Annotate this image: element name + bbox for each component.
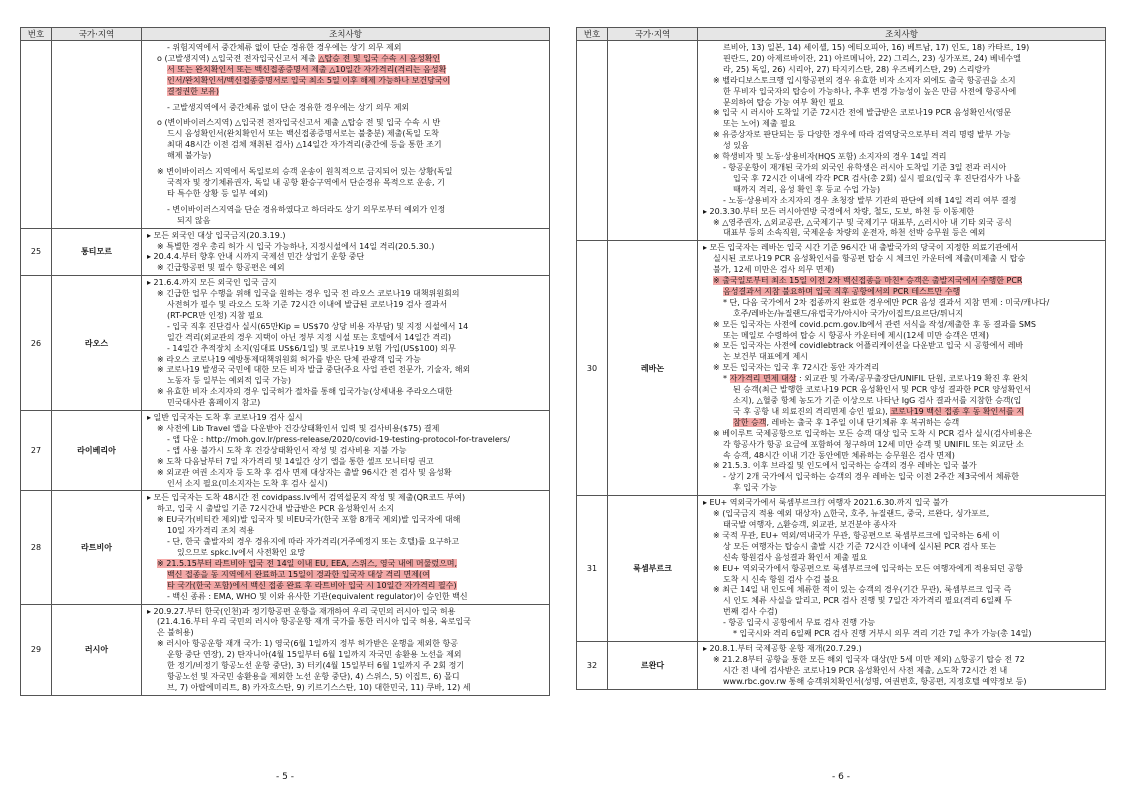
measure-line: [147, 87, 544, 98]
measure-line: [703, 363, 1100, 374]
highlighted-text: 인서/완치확인서/백신접종증명서로 입국 최소 5일 이후 해제 가능하나 보건당국이: [167, 75, 451, 85]
measure-line: [703, 228, 1100, 239]
measure-line: [147, 54, 544, 65]
country-name: [608, 41, 698, 241]
measure-line: [147, 607, 544, 618]
measure-cell: [698, 641, 1106, 689]
line-text: ▸ 20.9.27.부터 한국(인천)과 정기항공편 운항을 재개하여 우리 국민의 러시아 입국 허용: [147, 606, 456, 616]
line-text: - 상기 2개 국가에서 입국하는 승객의 경우 레바논 입국 이전 2주간 제3국에서 체류한: [723, 472, 1019, 482]
highlighted-text: 결정권한 보유): [167, 86, 220, 96]
right-page: [576, 27, 1106, 690]
row-number: 26: [21, 276, 52, 411]
measure-line: [147, 504, 544, 515]
table-row: [577, 241, 1106, 496]
measure-line: [147, 537, 544, 548]
measure-line: [147, 468, 544, 479]
line-text: 신속 항원검사 음성결과 확인서 제출 필요: [723, 552, 868, 562]
measure-line: [703, 174, 1100, 185]
line-text: ※ 도착 다음날부터 7일 자가격리 및 14일간 상기 앱을 통한 셀프 모니터링 권고: [157, 456, 434, 466]
measure-line: [703, 265, 1100, 276]
measure-line: [147, 43, 544, 54]
line-text: - 위험지역에서 중간체류 없이 단순 경유한 경우에는 상기 의무 제외: [167, 43, 402, 52]
line-text: 논 보건부 대표에게 제시: [723, 352, 808, 362]
measure-line: [703, 666, 1100, 677]
line-text: 라, 25) 독일, 26) 시리아, 27) 타지키스탄, 28) 우즈베키스탄, 29) 스리랑카: [723, 64, 990, 74]
row-number: 27: [21, 411, 52, 491]
measure-line: [703, 396, 1100, 407]
line-text: ※ 사전에 Lib Travel 앱을 다운받아 건강상태확인서 입력 및 검사비용($75) 결제: [157, 424, 440, 433]
measure-line: [703, 451, 1100, 462]
measure-line: [703, 320, 1100, 331]
measure-line: [703, 472, 1100, 483]
line-text: 10일 자가격리 조치 적용: [167, 526, 255, 536]
measure-line: [703, 655, 1100, 666]
line-text: - 노동·상용비자 소지자의 경우 초청장 발부 기관의 판단에 의해 14일 격리 여부 결정: [723, 195, 1017, 205]
measure-line: [147, 398, 544, 409]
measure-line: [147, 548, 544, 559]
line-text: ▸ 모든 입국자는 도착 48시간 전 covidpass.lv에서 검역설문지 작성 및 제출(QR코드 부여): [147, 493, 466, 503]
measure-cell: [698, 496, 1106, 642]
measure-line: [703, 418, 1100, 429]
line-text: (RT-PCR만 인정) 지참 필요: [167, 310, 263, 320]
line-text: - 단, 한국 출발자의 경우 경유지에 따라 자가격리(거주예정지 또는 호텔)를 요구하고: [167, 537, 460, 547]
measure-line: [147, 263, 544, 274]
measure-line: [703, 629, 1100, 640]
row-number: 31: [577, 496, 608, 642]
highlighted-text: ※ 출국일로부터 최소 15일 이전 2차 백신접종을 마친* 승객은 출발지국에서 수행한 PCR: [713, 276, 1023, 286]
country-name: 러시아: [52, 604, 142, 695]
line-text: : 외교관 및 가족/공무출장단/UNIFIL 단원, 코로나19 확진 후 완치: [796, 374, 1029, 384]
measure-line: [703, 440, 1100, 451]
left-page: [20, 27, 550, 696]
measure-line: [147, 252, 544, 263]
highlighted-text: 서 또는 완치확인서 또는 백신접종증명서 제출 △10일간 자가격리(격리는 음성확: [167, 64, 447, 74]
measure-line: [147, 140, 544, 151]
line-text: 해제 불가능): [167, 151, 212, 161]
measure-cell: [142, 491, 550, 604]
line-text: ▸ 모든 외국인 대상 입국금지(20.3.19.): [147, 230, 286, 240]
line-text: - 앱 다운 : http://moh.gov.lr/press-release/2020/covid-19-testing-protocol-for-travelers/: [167, 434, 510, 444]
measure-line: [703, 76, 1100, 87]
measure-line: [147, 570, 544, 581]
line-text: 태국발 여행자, △환승객, 외교관, 보건분야 종사자: [723, 519, 897, 529]
right-table-body: [577, 41, 1106, 690]
measure-line: [703, 374, 1100, 385]
line-text: 후 입국 가능: [733, 483, 777, 493]
line-text: ▸ 일반 입국자는 도착 후 코로나19 검사 실시: [147, 413, 303, 423]
line-text: 소지), △혈중 항체 농도가 기준 이상으로 나타난 IgG 검사 결과서를 지참한 승객(입: [733, 396, 1022, 405]
country-name: 르완다: [608, 641, 698, 689]
measure-line: [147, 118, 544, 129]
line-text: - 입국 직후 진단검사 실시(65만Kip = US$70 상당 비용 자부담) 및 지정 시설에서 14: [167, 321, 469, 331]
line-text: 최대 48시간 이전 검체 채취된 검사) △14일간 자가격리(중간에 등을 통한 조기: [167, 140, 442, 150]
measure-line: [703, 607, 1100, 618]
measure-line: [703, 207, 1100, 218]
measure-line: [147, 493, 544, 504]
line-text: 상 모든 여행자는 탑승시 출발 시간 기준 72시간 이내에 실시된 PCR 검사 또는: [723, 541, 997, 551]
measure-line: [703, 298, 1100, 309]
measure-line: [703, 331, 1100, 342]
country-name: 룩셈부르크: [608, 496, 698, 642]
right-table: [576, 27, 1106, 690]
country-name: 레바논: [608, 241, 698, 496]
measure-line: [703, 520, 1100, 531]
measure-line: [703, 407, 1100, 418]
page-number-left: - 5 -: [276, 772, 294, 782]
line-text: 있으므로 spkc.lv에서 사전확인 요망: [177, 547, 306, 557]
line-text: 핀란드, 20) 아제르바이잔, 21) 아르메니아, 22) 그리스, 23) 싱가포르, 24) 베네수엘: [723, 53, 1021, 63]
line-text: 한 무비자 입국자의 탑승이 가능하나, 추후 변경 가능성이 높은 만큼 사전에 항공사에: [723, 86, 1017, 96]
line-text: , 레바논 출국 후 1주일 이내 단기체류 후 복귀하는 승객: [766, 417, 960, 427]
line-text: ※ 학생비자 및 노동·상용비자(HQS 포함) 소지자의 경우 14일 격리: [713, 152, 947, 162]
line-text: (21.4.16.부터 우리 국민의 러시아 항공운항 재개 국가를 통한 러시아 입국 허용, 육로입국: [157, 617, 472, 627]
measure-line: [147, 413, 544, 424]
measure-line: [703, 218, 1100, 229]
line-text: *: [723, 374, 730, 384]
left-table-body: [21, 41, 550, 696]
measure-line: [147, 387, 544, 398]
line-text: 한 정기/비정기 항공노선 운항 중단), 3) 터키(4월 15일부터 6월 1일까지 주 2회 정기: [167, 661, 465, 671]
header-measure: 조치사항: [698, 28, 1106, 41]
measure-line: [147, 515, 544, 526]
measure-line: [703, 618, 1100, 629]
measure-line: [147, 581, 544, 592]
line-text: 노동자 등 일부는 예외적 입국 가능): [167, 376, 292, 386]
measure-line: [147, 103, 544, 114]
measure-line: [147, 129, 544, 140]
row-number: 28: [21, 491, 52, 604]
line-text: ※ 유증상자로 판단되는 등 다양한 경우에 따라 검역당국으로부터 격리 명령 발부 가능: [713, 130, 1011, 140]
line-text: ※ EU국가(비티칸 제외)발 입국자 및 비EU국가(한국 포함 8개국 제외)발 입국자에 대해: [157, 515, 461, 525]
measure-line: [703, 542, 1100, 553]
line-text: 속 승객, 48시간 이내 기간 동안에만 체류하는 승무원은 검사 면제): [723, 450, 955, 460]
measure-line: [147, 189, 544, 200]
measure-line: [703, 98, 1100, 109]
measure-line: [703, 54, 1100, 65]
header-measure: 조치사항: [142, 28, 550, 41]
measure-line: [703, 196, 1100, 207]
line-text: 드시 음성확인서(완치확인서 또는 백신접종증명서로는 불충분) 제출(독일 도착: [167, 129, 439, 139]
highlighted-text: 코로나19 백신 접종 후 동 확인서를 지: [890, 406, 1025, 416]
line-text: o (고발생지역) △입국전 전자입국신고서 제출: [157, 53, 319, 63]
line-text: 항공노선 및 자국민 송환용을 제외한 노선 운항 중단), 4) 스위스, 5) 이집트, 6) 몰디: [167, 671, 460, 681]
line-text: 국 후 공항 내 의료진의 격리면제 승인 필요),: [733, 406, 891, 416]
line-text: 된 승객(최근 발행한 코로나19 PCR 음성확인서 및 PCR 양성 결과한 PCR 양성확인서: [733, 385, 1031, 395]
measure-line: [703, 243, 1100, 254]
line-text: 르비아, 13) 일본, 14) 세이셸, 15) 에티오피아, 16) 베트남, 17) 인도, 18) 카타르, 19): [723, 43, 1030, 52]
measure-line: [147, 592, 544, 603]
measure-line: [703, 575, 1100, 586]
line-text: ▸ 모든 입국자는 레바논 입국 시간 기준 96시간 내 출발국가의 당국이 지정한 의료기관에서: [703, 243, 1019, 253]
measure-cell: [142, 604, 550, 695]
highlighted-text: 타 국가(한국 포함)에서 백신 접종 완료 후 라트비아 입국 시 10일간 자가격리 필수): [167, 580, 457, 590]
measure-line: [147, 231, 544, 242]
line-text: 또는 메일로 수령하여 탑승 시 항공사 카운터에 제시(12세 미만 승객은 면제): [723, 330, 989, 340]
line-text: www.rbc.gov.rw 통해 승객위치확인서(성명, 여권번호, 항공편, 지정호텔 예약정보 등): [723, 676, 1027, 686]
measure-line: [147, 242, 544, 253]
measure-line: [147, 639, 544, 650]
measure-line: [703, 152, 1100, 163]
measure-line: [703, 644, 1100, 655]
line-text: ※ 라오스 코로나19 예방통제대책위원회 허가를 받은 단체 관광객 입국 가능: [157, 354, 421, 364]
table-row: [21, 228, 550, 276]
measure-line: [147, 376, 544, 387]
line-text: ※ EU+ 역외국가에서 항공편으로 룩셈부르크에 입국하는 모든 여행자에게 적용되던 공항: [713, 563, 1023, 573]
line-text: o (변이바이러스지역) △입국전 전자입국신고서 제출 △탑승 전 및 입국 수속 시 반: [157, 118, 441, 128]
measure-line: [147, 661, 544, 672]
measure-line: [147, 65, 544, 76]
measure-line: [703, 276, 1100, 287]
line-text: 시간 전 내에 검사받은 코로나19 PCR 음성확인서 사전 제출, △도착 72시간 전 내: [723, 665, 1008, 675]
line-text: 브, 7) 아랍에미리트, 8) 카자흐스탄, 9) 키르기스스탄, 10) 대한민국, 11) 쿠바, 12) 세: [167, 682, 471, 692]
line-text: ※ 21.5.3. 이후 브라질 및 인도에서 입국하는 승객의 경우 레바논 입국 불가: [713, 461, 977, 471]
table-header-row: [21, 28, 550, 41]
line-text: 또는 노어) 제출 필요: [723, 119, 796, 129]
line-text: 은 불허용): [157, 628, 194, 638]
measure-line: [147, 559, 544, 570]
measure-line: [147, 311, 544, 322]
line-text: 때까지 격리, 음성 확인 후 등교 수업 가능): [733, 184, 881, 194]
header-no: 번호: [577, 28, 608, 41]
line-text: ※ 코로나19 발생국 국민에 대한 모든 비자 발급 중단(주요 사업 관련 전문가, 기술자, 해외: [157, 365, 471, 375]
measure-line: [703, 185, 1100, 196]
line-text: ▸ 20.3.30.부터 모든 러시아연방 국경에서 차량, 철도, 도보, 하천 등 이동제한: [703, 206, 975, 216]
measure-line: [703, 483, 1100, 494]
line-text: 사전허가 필수 및 라오스 도착 기준 72시간 이내에 발급된 코로나19 검사 결과서: [167, 300, 448, 310]
line-text: ※ 긴급항공편 및 필수 항공편은 예외: [157, 263, 285, 273]
line-text: 호주/레바논/뉴질랜드/유럽국가/아시아 국가/이집트/요르단/튀니지: [733, 308, 964, 318]
measure-line: [703, 553, 1100, 564]
line-text: 운항 중단 연장), 2) 탄자니아(4월 15일부터 6월 1일까지 자국민 송환용 노선을 제외: [167, 650, 462, 660]
measure-line: [703, 43, 1100, 54]
measure-cell: [142, 41, 550, 229]
line-text: * 입국시와 격리 6일째 PCR 검사 진행 거부시 의무 격리 기간 7일 추가 가능(총 14일): [733, 629, 1032, 639]
measure-line: [703, 309, 1100, 320]
line-text: 일간 격리(외교관의 경우 지택이 아닌 정부 지정 시설 또는 호텔에서 14일간 격리): [167, 332, 451, 342]
line-text: ▸ 21.6.4.까지 모든 외국인 입국 금지: [147, 278, 277, 288]
measure-line: [703, 498, 1100, 509]
line-text: 불가, 12세 미만은 검사 의무 면제): [713, 265, 835, 275]
measure-line: [703, 163, 1100, 174]
measure-line: [703, 531, 1100, 542]
measure-line: [147, 650, 544, 661]
measure-line: [703, 509, 1100, 520]
measure-cell: [698, 41, 1106, 241]
line-text: * 단, 다음 국가에서 2차 접종까지 완료한 경우에만 PCR 음성 결과서 지참 면제 : 미국/캐나다/: [723, 297, 1050, 307]
line-text: - 백신 종류 : EMA, WHO 및 이와 유사한 기관(equivalent regulator)이 승인한 백신: [167, 591, 468, 601]
line-text: ※ △영주권자, △외교공관, △국제기구 및 국제기구 대표부, △러시아 내 기타 외국 공식: [713, 217, 1012, 227]
measure-line: [703, 585, 1100, 596]
table-row: [21, 491, 550, 604]
line-text: ※ 변이바이러스 지역에서 독일로의 승객 운송이 원칙적으로 금지되어 있는 상황(독일: [157, 167, 453, 177]
measure-cell: [142, 228, 550, 276]
line-text: 실시된 코로나19 PCR 음성확인서를 항공편 탑승 시 체크인 카운터에 제출(미제출 시 탑승: [713, 254, 1026, 264]
measure-cell: [698, 241, 1106, 496]
page-number-right: - 6 -: [832, 772, 850, 782]
measure-line: [703, 352, 1100, 363]
measure-line: [703, 254, 1100, 265]
left-table: [20, 27, 550, 696]
table-row: [21, 604, 550, 695]
line-text: 되지 않음: [177, 215, 211, 225]
table-row: [577, 641, 1106, 689]
measure-line: [703, 429, 1100, 440]
highlighted-text: ※ 21.5.15부터 라트비아 입국 전 14일 이내 EU, EEA, 스위스, 영국 내에 머물렀으며,: [157, 558, 458, 568]
highlighted-text: 백신 접종을 동 지역에서 완료하고 15일이 경과한 입국자 대상 격리 면제(여: [167, 569, 430, 579]
measure-line: [147, 683, 544, 694]
line-text: ▸ 20.4.4.부터 향후 안내 시까지 국제선 민간 상업기 운항 중단: [147, 252, 365, 262]
measure-line: [147, 178, 544, 189]
measure-line: [147, 205, 544, 216]
line-text: 민국대사관 홈페이지 참고): [167, 398, 261, 408]
measure-line: [147, 151, 544, 162]
line-text: - 앱 사용 불가시 도착 후 건강상태확인서 작성 및 검사비용 지불 가능: [167, 445, 407, 455]
line-text: 입국 후 72시간 이내에 각각 PCR 검사(총 2회) 실시 필요(입국 후 진단검사가 나올: [733, 173, 1021, 183]
line-text: - 14일간 추적장치 소지(임대료 US$6/1일) 및 코로나19 보험 가입(US$100) 의무: [167, 343, 456, 353]
measure-line: [147, 435, 544, 446]
measure-line: [703, 564, 1100, 575]
measure-line: [147, 479, 544, 490]
highlighted-text: 음성결과서 지참 불요하며 입국 직후 공항에서의 PCR 테스트만 수행: [723, 286, 961, 296]
row-number: 30: [577, 241, 608, 496]
measure-line: [147, 216, 544, 227]
measure-line: [703, 108, 1100, 119]
line-text: 인서 소지 필요(미소지자는 도착 후 검사 실시): [167, 478, 328, 488]
line-text: 하고, 입국 시 출발일 기준 72시간내 발급받은 PCR 음성확인서 소지: [157, 504, 395, 514]
line-text: ※ 특별한 경우 총리 허가 시 입국 가능하나, 지정시설에서 14일 격리(20.5.30.): [157, 241, 435, 251]
highlighted-text: 참한 승객: [733, 417, 767, 427]
measure-line: [147, 355, 544, 366]
line-text: - 변이바이러스지역을 단순 경유하였다고 하더라도 상기 의무로부터 예외가 인정: [167, 204, 446, 214]
measure-line: [147, 76, 544, 87]
highlighted-text: △탑승 전 및 입국 수속 시 음성확인: [318, 53, 441, 63]
line-text: - 고발생지역에서 중간체류 없이 단순 경유한 경우에는 상기 의무 제외: [167, 102, 410, 112]
measure-cell: [142, 411, 550, 491]
measure-line: [147, 457, 544, 468]
measure-line: [147, 446, 544, 457]
header-no: 번호: [21, 28, 52, 41]
line-text: ※ 러시아 항공운항 재개 국가: 1) 영국(6월 1일까지 정부 허가받은 운행을 제외한 항공: [157, 639, 458, 649]
line-text: 문의하여 탑승 가능 여부 확인 필요: [723, 97, 844, 107]
measure-line: [147, 278, 544, 289]
line-text: 시 인도 체류 사실을 알리고, PCR 검사 진행 및 7일간 자가격리 필요(격리 6일째 두: [723, 596, 1012, 606]
measure-line: [147, 424, 544, 435]
line-text: ※ (입국금지 적용 예외 대상자) △한국, 호주, 뉴질랜드, 중국, 르완다, 싱가포르,: [713, 509, 990, 519]
country-name: 라오스: [52, 276, 142, 411]
line-text: - 항공운항이 재개된 국가의 외국인 유학생은 러시아 도착일 기준 3일 전과 러시아: [723, 162, 1007, 172]
line-text: ※ 최근 14일 내 인도에 체류한 적이 있는 승객의 경우(기간 무관), 룩셈부르크 입국 즉: [713, 585, 1012, 595]
measure-line: [147, 167, 544, 178]
line-text: ※ 모든 입국자는 사전에 covidlebtrack 어플리케이션을 다운받고 입국 시 공항에서 레바: [713, 341, 1024, 351]
line-text: ※ 외교관 여권 소지자 등 도착 후 검사 면제 대상자는 출발 96시간 전 검사 및 음성확: [157, 467, 452, 477]
table-header-row: [577, 28, 1106, 41]
measure-line: [703, 461, 1100, 472]
measure-line: [147, 672, 544, 683]
measure-line: [147, 365, 544, 376]
line-text: ※ 베이루트 국제공항으로 입국하는 모든 승객 대상 입국 도착 시 PCR 검사 실시(검사비용은: [713, 428, 1033, 438]
line-text: ※ 모든 입국자는 사전에 covid.pcm.gov.lb에서 관련 서식을 작성/제출한 후 동 결과를 SMS: [713, 319, 1036, 329]
table-row: [577, 496, 1106, 642]
measure-line: [703, 87, 1100, 98]
line-text: ※ 긴급한 업무 수행을 위해 입국을 원하는 경우 입국 전 라오스 코로나19 대책위원회의: [157, 289, 460, 299]
measure-line: [147, 300, 544, 311]
row-number: [577, 41, 608, 241]
measure-line: [703, 130, 1100, 141]
table-row: [21, 276, 550, 411]
line-text: - 항공 입국시 공항에서 무료 검사 진행 가능: [723, 618, 876, 628]
row-number: 29: [21, 604, 52, 695]
line-text: ▸ EU+ 역외국가에서 룩셈부르크行 여행자 2021.6.30.까지 입국 불가: [703, 498, 949, 508]
row-number: [21, 41, 52, 229]
measure-line: [147, 344, 544, 355]
measure-line: [703, 119, 1100, 130]
measure-line: [147, 617, 544, 628]
measure-line: [147, 526, 544, 537]
measure-line: [703, 141, 1100, 152]
row-number: 32: [577, 641, 608, 689]
measure-line: [147, 628, 544, 639]
row-number: 25: [21, 228, 52, 276]
measure-line: [147, 289, 544, 300]
line-text: ▸ 20.8.1.부터 국제공항 운항 재개(20.7.29.): [703, 643, 862, 653]
country-name: 라트비아: [52, 491, 142, 604]
measure-line: [703, 677, 1100, 688]
measure-line: [147, 322, 544, 333]
line-text: ※ 국적 무관, EU+ 역외/역내국가 무관, 항공편으로 룩셈부르크에 입국하는 6세 이: [713, 530, 1000, 540]
line-text: 국적자 및 장기체류권자, 독일 내 공항 환승구역에서 단순경유 목적으로 운송, 기: [167, 177, 445, 187]
line-text: 타 특수한 상황 등 일부 예외): [167, 188, 268, 198]
line-text: 성 있음: [723, 141, 749, 151]
line-text: 도착 시 신속 항원 검사 수검 불요: [723, 574, 839, 584]
header-country: 국가·지역: [608, 28, 698, 41]
header-country: 국가·지역: [52, 28, 142, 41]
measure-line: [703, 596, 1100, 607]
measure-line: [703, 385, 1100, 396]
line-text: 번째 검사 수검): [723, 607, 778, 617]
measure-cell: [142, 276, 550, 411]
table-row: [21, 41, 550, 229]
highlighted-text: 자가격리 면제 대상: [729, 374, 797, 384]
line-text: ※ 입국 시 러시아 도착일 기준 72시간 전에 발급받은 코로나19 PCR 음성확인서(영문: [713, 108, 1012, 118]
measure-line: [703, 341, 1100, 352]
table-row: [577, 41, 1106, 241]
country-name: [52, 41, 142, 229]
line-text: 각 항공사가 항공 요금에 포함하여 청구하며 12세 미만 승객 및 UNIFIL 또는 외교단 소: [723, 439, 1024, 449]
line-text: 대표부 등의 소속직원, 국제운송 차량의 운전자, 하천 선박 승무원 등은 예외: [723, 228, 986, 238]
line-text: ※ 21.2.8부터 공항을 통한 모든 해외 입국자 대상(만 5세 미만 제외) △항공기 탑승 전 72: [713, 654, 1025, 664]
line-text: ※ 모든 입국자는 입국 후 72시간 동안 자가격리: [713, 363, 880, 373]
table-row: [21, 411, 550, 491]
line-text: ※ 유효한 비자 소지자의 경우 입국허가 절차를 통해 입국가능(상세내용 주라오스대한: [157, 387, 453, 397]
line-text: ※ 벨라디보스토크행 입시항공편의 경우 유효한 비자 소지자 외에도 출국 항공권을 소지: [713, 75, 1016, 85]
country-name: 라이베리아: [52, 411, 142, 491]
country-name: 통티모르: [52, 228, 142, 276]
measure-line: [703, 65, 1100, 76]
measure-line: [147, 333, 544, 344]
measure-line: [703, 287, 1100, 298]
